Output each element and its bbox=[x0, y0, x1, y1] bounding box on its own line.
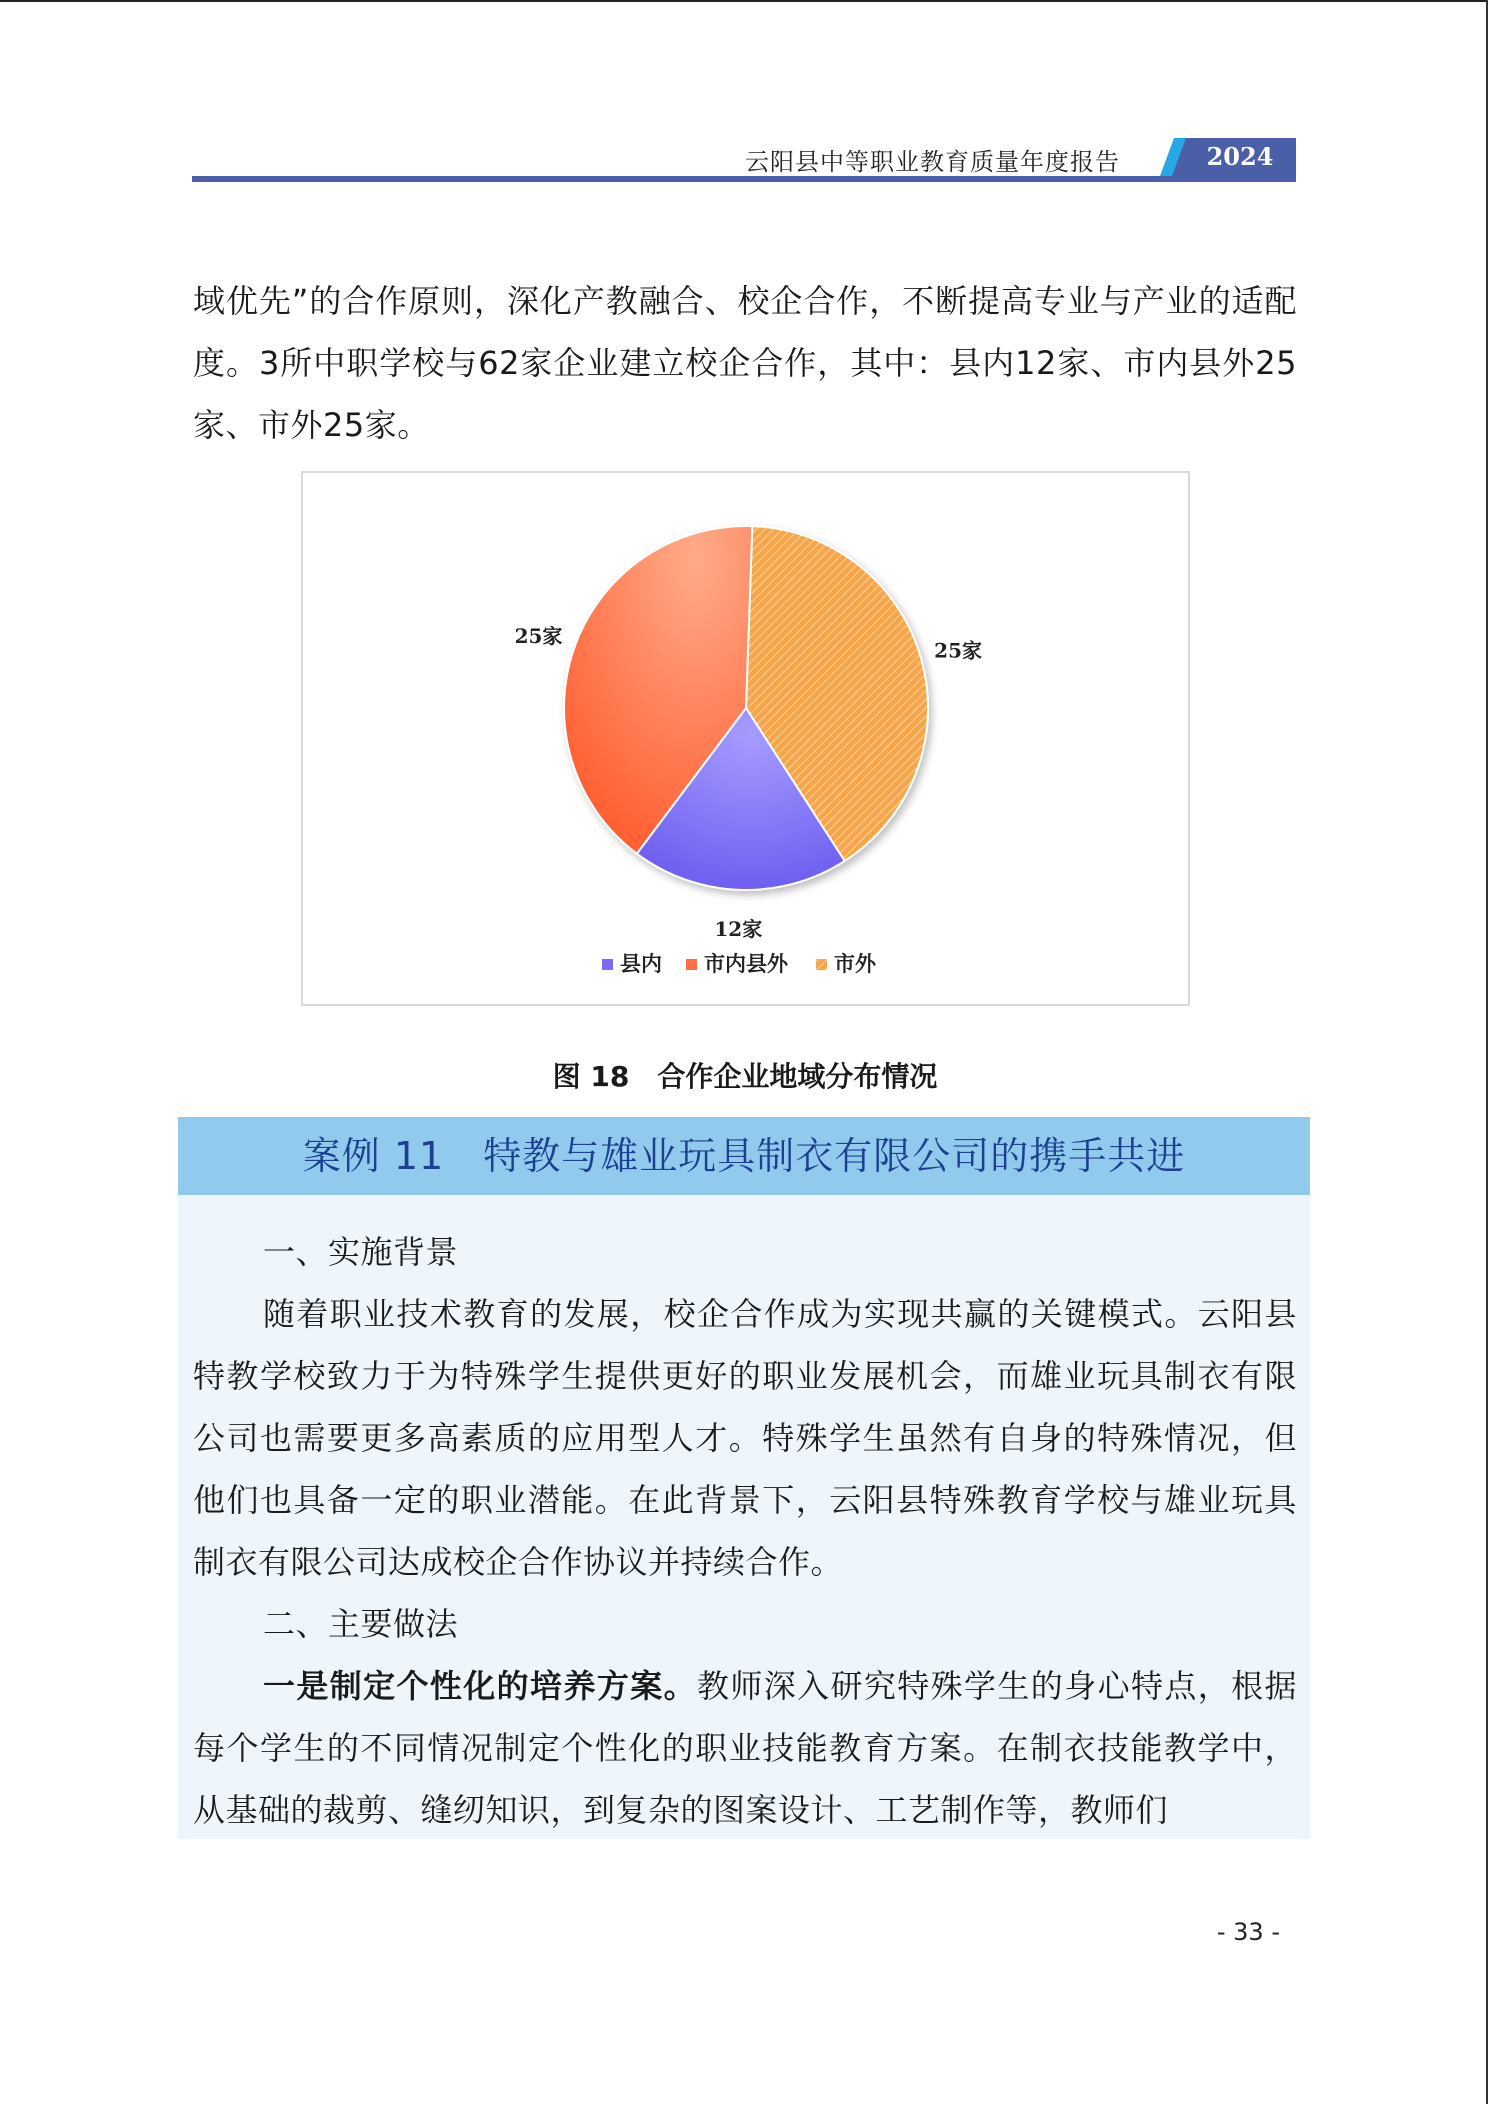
legend-out-city-swatch bbox=[816, 959, 827, 970]
legend-county-label: 县内 bbox=[620, 952, 662, 976]
pie-chart bbox=[303, 473, 1188, 1004]
figure-caption: 图 18 合作企业地域分布情况 bbox=[552, 1060, 938, 1093]
report-header-title: 云阳县中等职业教育质量年度报告 bbox=[745, 148, 1120, 176]
intro-paragraph: 域优先”的合作原则，深化产教融合、校企合作，不断提高专业与产业的适配度。3所中职学校与62家企业建立校企合作，其中：县内12家、市内县外25家、市外25家。 bbox=[193, 282, 1297, 444]
legend-in-city bbox=[686, 952, 789, 976]
point1-lead: 一是制定个性化的培养方案。 bbox=[263, 1667, 697, 1705]
pie-label-county: 12家 bbox=[714, 916, 763, 941]
point1-text: 教师深入研究特殊学生的身心特点，根据每个学生的不同情况制定个性化的职业技能教育方案。在制衣技能教学中，从基础的裁剪、缝纫知识，到复杂的图案设计、工艺制作等，教师们 bbox=[193, 1667, 1297, 1829]
legend-in-city-label: 市内县外 bbox=[704, 952, 788, 976]
pie-label-out-city: 25家 bbox=[934, 638, 983, 663]
legend-county bbox=[602, 952, 662, 976]
legend-county-swatch bbox=[602, 959, 613, 970]
point1-paragraph bbox=[193, 1655, 1297, 1841]
header-rule bbox=[192, 176, 1296, 182]
legend-out-city-label: 市外 bbox=[834, 952, 876, 976]
section1-text: 随着职业技术教育的发展，校企合作成为实现共赢的关键模式。云阳县特教学校致力于为特殊学生提供更好的职业发展机会，而雄业玩具制衣有限公司也需要更多高素质的应用型人才。特殊学生虽然有自身的特殊情况，但他们也具备一定的职业潜能。在此背景下，云阳县特殊教育学校与雄业玩具制衣有限公司达成校企合作协议并持续合作。 bbox=[193, 1295, 1297, 1581]
case-title: 案例 11 特教与雄业玩具制衣有限公司的携手共进 bbox=[302, 1134, 1186, 1178]
legend-out-city bbox=[816, 952, 877, 976]
legend-in-city-swatch bbox=[686, 959, 697, 970]
page-border-top bbox=[0, 0, 1488, 2]
section2-heading: 二、主要做法 bbox=[263, 1605, 459, 1643]
pie-label-in-city: 25家 bbox=[514, 623, 563, 648]
header-year: 2024 bbox=[1206, 142, 1274, 171]
pie-chart-frame bbox=[301, 471, 1190, 1006]
page-number: - 33 - bbox=[1216, 1918, 1280, 1946]
section1-heading: 一、实施背景 bbox=[263, 1233, 459, 1271]
